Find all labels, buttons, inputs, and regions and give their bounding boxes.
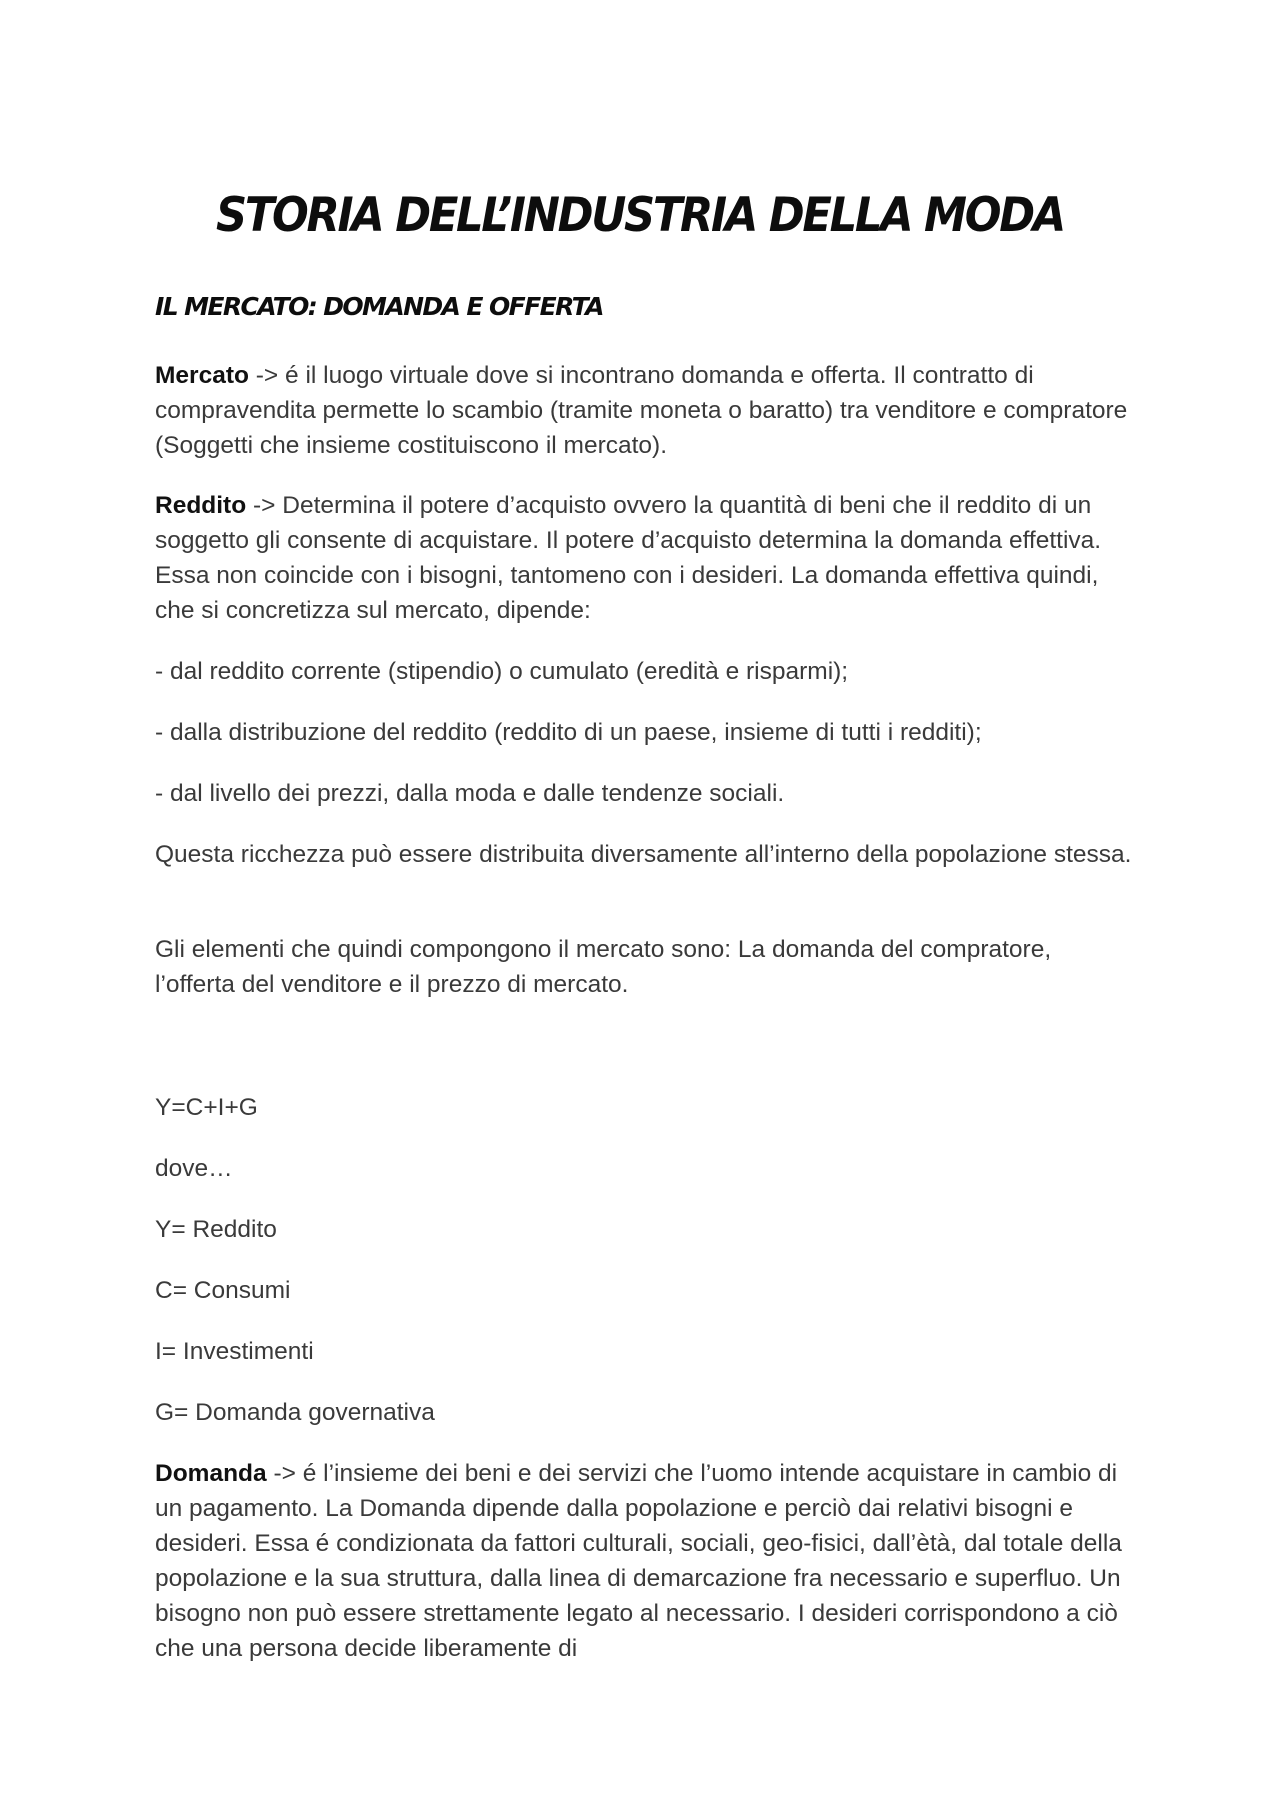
definition-g: G= Domanda governativa	[155, 1399, 435, 1426]
list-item-livello-prezzi: - dal livello dei prezzi, dalla moda e dalle tendenze sociali.	[155, 780, 785, 807]
term-domanda: Domanda	[155, 1460, 267, 1487]
formula: Y=C+I+G	[155, 1094, 258, 1121]
section-heading: IL MERCATO: DOMANDA E OFFERTA	[155, 292, 603, 321]
reddito-definition: -> Determina il potere d’acquisto ovvero la quantità di beni che il reddito di un soggetto gli consente di acquistare. Il potere d’acquisto determina la domanda effettiva. Essa non coincide con i bisogni, tantomeno con i desideri. La domanda effettiva quindi, che si concretizza sul mercato, dipende:	[155, 492, 1102, 624]
paragraph-domanda	[155, 1456, 1135, 1666]
paragraph-ricchezza: Questa ricchezza può essere distribuita diversamente all’interno della popolazione stessa.	[155, 841, 1132, 868]
list-item-distribuzione-reddito: - dalla distribuzione del reddito (reddito di un paese, insieme di tutti i redditi);	[155, 719, 982, 746]
term-mercato: Mercato	[155, 362, 249, 389]
paragraph-mercato	[155, 358, 1135, 463]
formula-dove: dove…	[155, 1155, 233, 1182]
paragraph-elementi-mercato: Gli elementi che quindi compongono il mercato sono: La domanda del compratore, l’offerta del venditore e il prezzo di mercato.	[155, 936, 1052, 998]
list-item-reddito-corrente: - dal reddito corrente (stipendio) o cumulato (eredità e risparmi);	[155, 658, 849, 685]
paragraph-reddito	[155, 488, 1135, 628]
definition-y: Y= Reddito	[155, 1216, 277, 1243]
term-reddito: Reddito	[155, 492, 247, 519]
document-title: STORIA DELL’INDUSTRIA DELLA MODA	[216, 188, 1064, 243]
mercato-definition: -> é il luogo virtuale dove si incontrano domanda e offerta. Il contratto di compravendita permette lo scambio (tramite moneta o baratto) tra venditore e compratore (Soggetti che insieme costituiscono il mercato).	[155, 362, 1128, 459]
definition-c: C= Consumi	[155, 1277, 291, 1304]
domanda-definition: -> é l’insieme dei beni e dei servizi che l’uomo intende acquistare in cambio di un pagamento. La Domanda dipende dalla popolazione e perciò dai relativi bisogni e desideri. Essa é condizionata da fattori culturali, sociali, geo-fisici, dall’ètà, dal totale della popolazione e la sua struttura, dalla linea di demarcazione fra necessario e superfluo. Un bisogno non può essere strettamente legato al necessario. I desideri corrispondono a ciò che una persona decide liberamente di	[155, 1460, 1122, 1662]
definition-i: I= Investimenti	[155, 1338, 314, 1365]
